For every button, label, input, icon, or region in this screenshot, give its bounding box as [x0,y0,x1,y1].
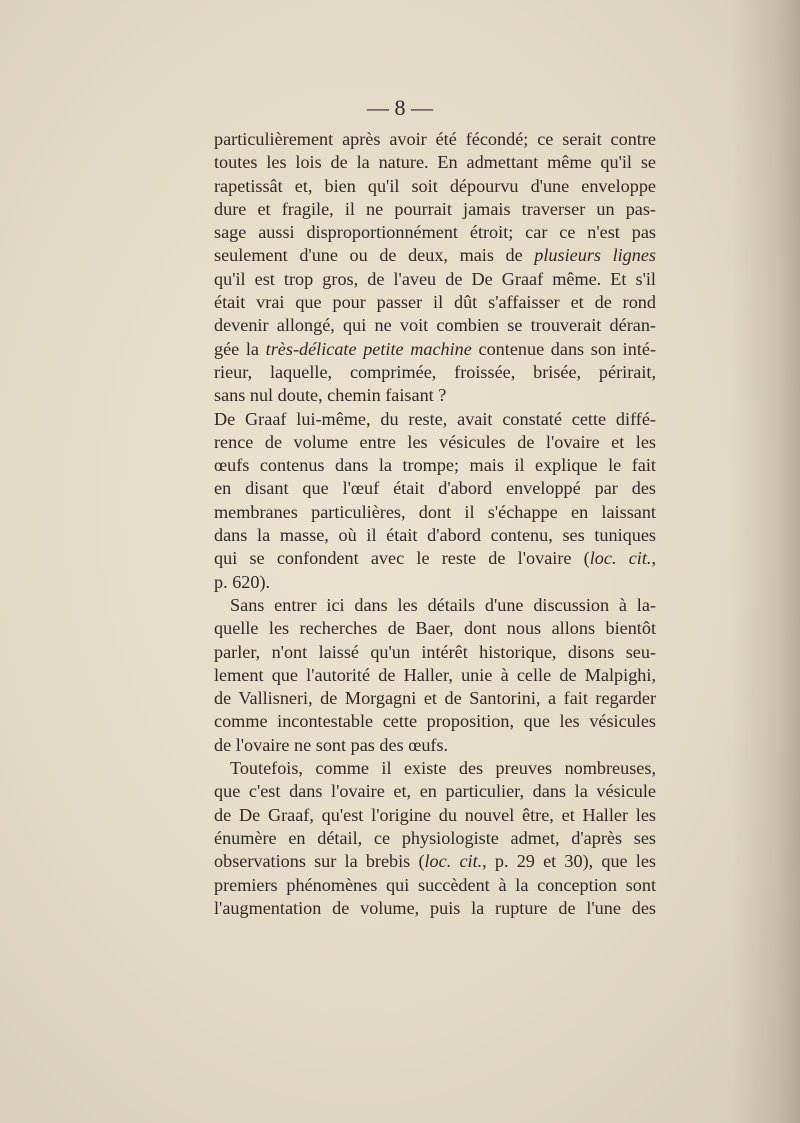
text-line: toutes les lois de la nature. En admettant même qu'il se [214,152,656,173]
text-line: seulement d'une ou de deux, mais de plusieurs lignes [214,245,657,266]
text-line: sans nul doute, chemin faisant ? [214,385,447,406]
text-line: premiers phénomènes qui succèdent à la conception sont [214,874,656,895]
paragraph-2 [214,408,656,594]
text-line: en disant que l'œuf était d'abord enveloppé par des [214,478,656,499]
text-line: sage aussi disproportionnément étroit; car ce n'est pas [214,222,656,243]
text-line: p. 620). [214,571,271,592]
text-line: membranes particulières, dont il s'échappe en laissant [214,501,656,522]
text-line: l'augmentation de volume, puis la rupture de l'une des [214,897,656,918]
text-line: observations sur la brebis (loc. cit., p. 29 et 30), que les [214,851,656,872]
text-line: De Graaf lui-même, du reste, avait constaté cette diffé- [214,408,656,429]
text-line: gée la très-délicate petite machine contenue dans son inté- [214,338,656,359]
text-line: de l'ovaire ne sont pas des œufs. [214,734,449,755]
text-line: dans la masse, où il était d'abord contenu, ses tuniques [214,525,656,546]
text-line: œufs contenus dans la trompe; mais il explique le fait [214,455,656,476]
text-line: qui se confondent avec le reste de l'ovaire (loc. cit., [214,548,656,569]
text-line: qu'il est trop gros, de l'aveu de De Graaf même. Et s'il [214,268,656,289]
text-line: que c'est dans l'ovaire et, en particulier, dans la vésicule [214,781,656,802]
paragraph-4 [214,757,656,920]
paragraph-1 [214,128,656,408]
text-line: lement que l'autorité de Haller, unie à celle de Malpighi, [214,664,656,685]
text-line: comme incontestable cette proposition, que les vésicules [214,711,656,732]
text-line: rence de volume entre les vésicules de l'ovaire et les [214,431,656,452]
text-line: énumère en détail, ce physiologiste admet, d'après ses [214,827,656,848]
text-line: rapetissât et, bien qu'il soit dépourvu d'une enveloppe [214,175,656,196]
text-line: de De Graaf, qu'est l'origine du nouvel être, et Haller les [214,804,656,825]
page-gutter-shadow [730,0,800,1123]
page-number: — 8 — [367,95,433,120]
body-text [214,128,656,920]
text-line: devenir allongé, qui ne voit combien se trouverait déran- [214,315,656,336]
text-line: était vrai que pour passer il dût s'affaisser et de rond [214,292,656,313]
text-line: Sans entrer ici dans les détails d'une discussion à la- [230,594,656,615]
paragraph-3 [214,594,656,757]
text-line: particulièrement après avoir été fécondé; ce serait contre [214,129,656,149]
text-line: parler, n'ont laissé qu'un intérêt historique, disons seu- [214,641,656,662]
text-line: quelle les recherches de Baer, dont nous allons bientôt [214,618,656,639]
text-line: rieur, laquelle, comprimée, froissée, brisée, périrait, [214,361,656,382]
text-line: Toutefois, comme il existe des preuves nombreuses, [230,758,656,779]
text-line: dure et fragile, il ne pourrait jamais traverser un pas- [214,198,656,219]
text-line: de Vallisneri, de Morgagni et de Santorini, a fait regarder [214,688,656,709]
